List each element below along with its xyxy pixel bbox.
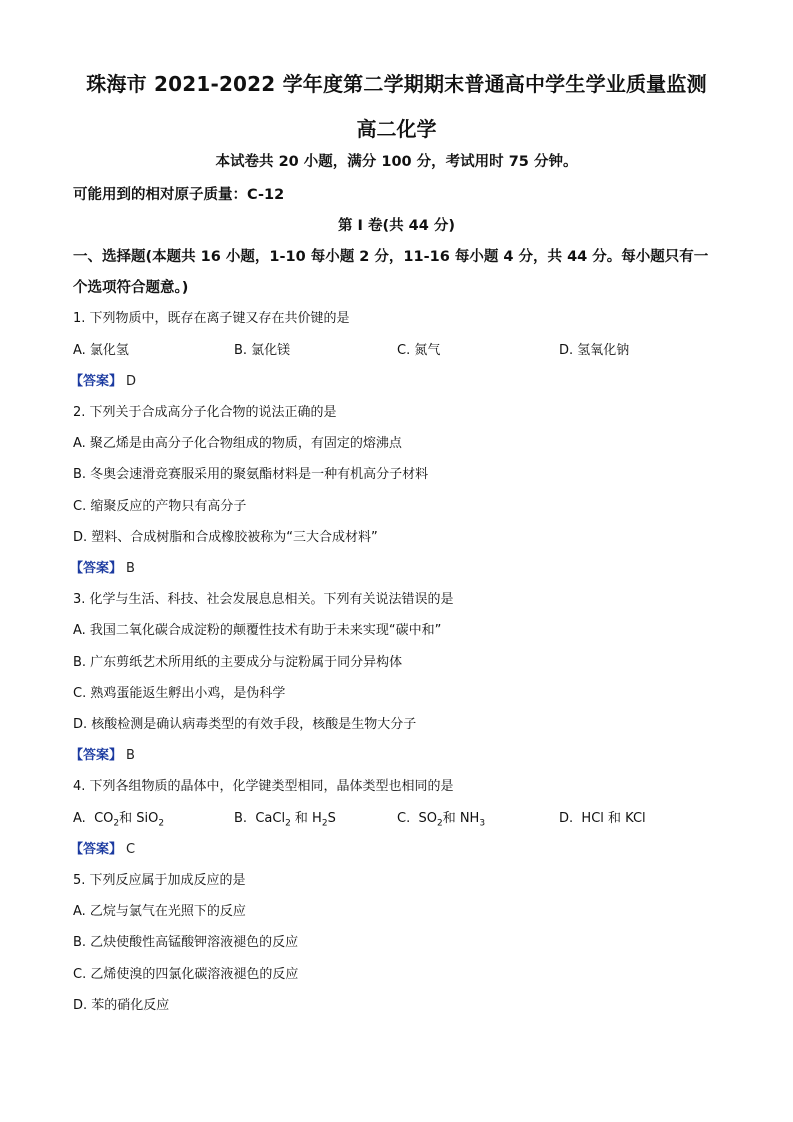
question-4-answer [70, 838, 135, 857]
question-5-stem: 5. 下列反应属于加成反应的是 [73, 873, 246, 888]
question-1-stem: 1. 下列物质中，既存在离子键又存在共价键的是 [73, 311, 350, 326]
question-2-option-b: B. 冬奥会速滑竞赛服采用的聚氨酯材料是一种有机高分子材料 [73, 467, 429, 482]
question-5-option-c: C. 乙烯使溴的四氯化碳溶液褪色的反应 [73, 967, 299, 982]
question-4-stem: 4. 下列各组物质的晶体中，化学键类型相同，晶体类型也相同的是 [73, 779, 454, 794]
question-3-option-a: A. 我国二氧化碳合成淀粉的颠覆性技术有助于未来实现“碳中和” [73, 623, 442, 638]
question-3-answer [70, 744, 135, 763]
exam-subject: 高二化学 [356, 117, 437, 141]
question-3-option-c: C. 熟鸡蛋能返生孵出小鸡，是伪科学 [73, 686, 286, 701]
question-5-option-d: D. 苯的硝化反应 [73, 998, 170, 1013]
question-5-option-a: A. 乙烷与氯气在光照下的反应 [73, 904, 246, 919]
question-4-option-d: D. HCl 和 KCl [559, 811, 646, 826]
atomic-mass-note: 可能用到的相对原子质量：C-12 [73, 187, 285, 203]
question-3-stem: 3. 化学与生活、科技、社会发展息息相关。下列有关说法错误的是 [73, 592, 454, 607]
answer-tag: 【答案】 [70, 374, 123, 389]
question-3-option-b: B. 广东剪纸艺术所用纸的主要成分与淀粉属于同分异构体 [73, 655, 403, 670]
question-3-option-d: D. 核酸检测是确认病毒类型的有效手段，核酸是生物大分子 [73, 717, 417, 732]
question-2-option-a: A. 聚乙烯是由高分子化合物组成的物质，有固定的熔沸点 [73, 436, 402, 451]
question-1-option-d: D. 氢氧化钠 [559, 343, 630, 358]
answer-value: C [126, 842, 136, 857]
answer-tag: 【答案】 [70, 842, 123, 857]
instructions-line-2: 个选项符合题意。) [73, 280, 189, 296]
question-4-option-b: B. CaCl$_2$ 和 $H_2S$ [234, 811, 336, 829]
exam-title: 珠海市 2021-2022 学年度第二学期期末普通高中学生学业质量监测 [86, 72, 707, 96]
question-2-option-c: C. 缩聚反应的产物只有高分子 [73, 499, 247, 514]
answer-value: D [126, 374, 137, 389]
question-4-option-a: A. $CO_2$和 SiO$_2$ [73, 811, 165, 829]
question-1-option-b: B. 氯化镁 [234, 343, 291, 358]
question-2-stem: 2. 下列关于合成高分子化合物的说法正确的是 [73, 405, 337, 420]
answer-value: B [126, 561, 135, 576]
instructions-line-1: 一、选择题(本题共 16 小题，1-10 每小题 2 分，11-16 每小题 4 分，共 44 分。每小题只有一 [73, 249, 709, 265]
answer-value: B [126, 748, 135, 763]
question-2-option-d: D. 塑料、合成树脂和合成橡胶被称为“三大合成材料” [73, 530, 378, 545]
section-heading: 第 I 卷(共 44 分) [337, 218, 456, 234]
answer-tag: 【答案】 [70, 561, 123, 576]
question-1-option-a: A. 氯化氢 [73, 343, 129, 358]
question-1-answer [70, 370, 136, 389]
question-5-option-b: B. 乙炔使酸性高锰酸钾溶液褪色的反应 [73, 935, 299, 950]
answer-tag: 【答案】 [70, 748, 123, 763]
exam-info: 本试卷共 20 小题，满分 100 分，考试用时 75 分钟。 [215, 154, 578, 170]
question-4-option-c: C. $SO_2$和 $NH_3$ [397, 811, 486, 829]
question-1-option-c: C. 氮气 [397, 343, 441, 358]
question-2-answer [70, 557, 135, 576]
